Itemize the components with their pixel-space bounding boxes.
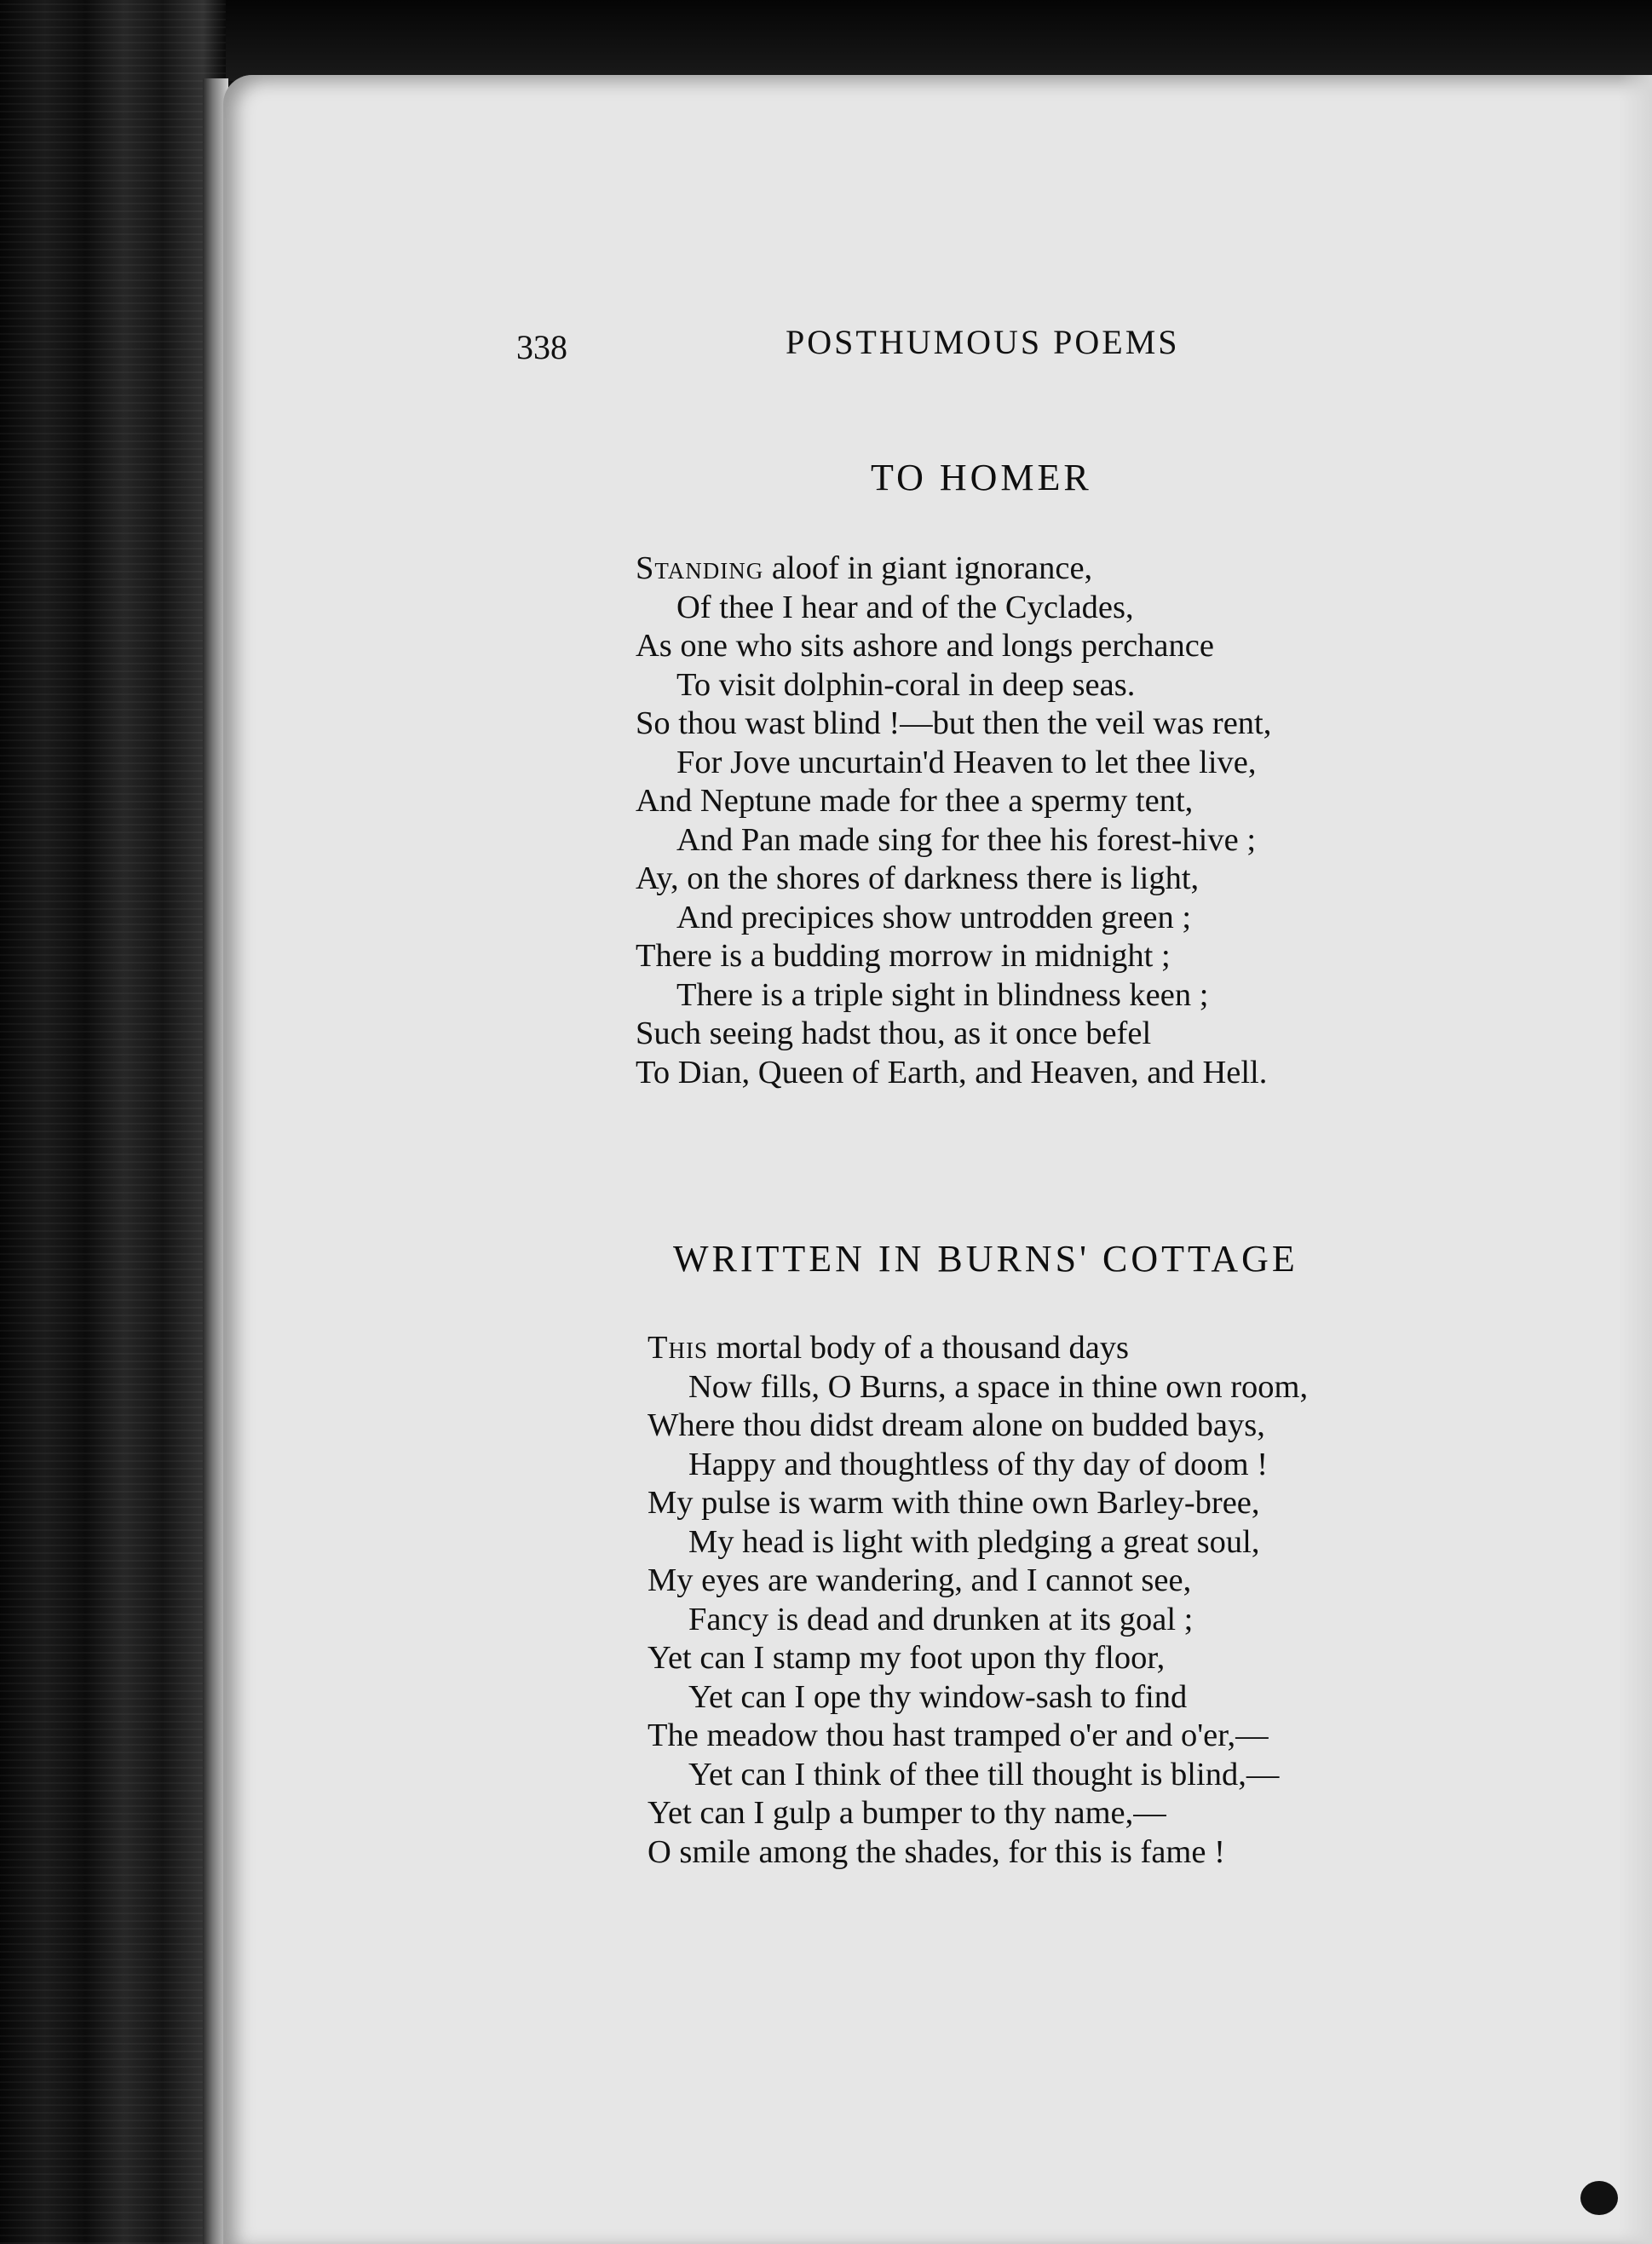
poem-line: [636, 782, 1271, 821]
poem-line-text: Such seeing hadst thou, as it once befel: [636, 1016, 1152, 1051]
poem-line-text: mortal body of a thousand days: [708, 1330, 1130, 1366]
ink-blot-mark: [1580, 2181, 1618, 2215]
poem-line: [636, 937, 1271, 976]
poem-line-text: Yet can I stamp my foot upon thy floor,: [648, 1640, 1166, 1676]
poem-line-text: To visit dolphin-coral in deep seas.: [676, 666, 1136, 703]
poem-line-text: To Dian, Queen of Earth, and Heaven, and Hell.: [636, 1054, 1268, 1090]
poem-title-burns-cottage: WRITTEN IN BURNS' COTTAGE: [673, 1238, 1298, 1280]
poem-line: [648, 1639, 1308, 1678]
poem-line: [648, 1446, 1308, 1485]
poem-line: [636, 666, 1271, 705]
poem-line: [636, 1015, 1271, 1054]
poem-line-text: Yet can I think of thee till thought is blind,—: [688, 1756, 1280, 1792]
poem-line: [648, 1407, 1308, 1446]
poem-line: [648, 1678, 1308, 1718]
poem-line-text: For Jove uncurtain'd Heaven to let thee live,: [676, 744, 1257, 780]
poem-line-text: There is a triple sight in blindness keen ;: [676, 976, 1209, 1013]
poem-line-text: My pulse is warm with thine own Barley-bree,: [648, 1485, 1260, 1521]
poem-line: [648, 1601, 1308, 1640]
page-number: 338: [516, 328, 567, 366]
poem-line: [636, 860, 1271, 899]
poem-line-text: My eyes are wandering, and I cannot see,: [648, 1562, 1192, 1598]
poem-line-text: aloof in giant ignorance,: [763, 550, 1093, 586]
book-spine: [0, 0, 226, 2244]
poem-line-text: My head is light with pledging a great soul,: [688, 1523, 1260, 1560]
poem-line-text: Happy and thoughtless of thy day of doom !: [688, 1446, 1269, 1482]
poem-line: [648, 1562, 1308, 1601]
poem-line: [636, 976, 1271, 1016]
poem-line: [636, 549, 1271, 589]
poem-line: [648, 1794, 1308, 1833]
poem-line: [648, 1833, 1308, 1873]
poem-first-word: This: [648, 1330, 709, 1366]
poem-line: [648, 1756, 1308, 1795]
poem-line: [648, 1484, 1308, 1523]
poem-line-text: And Pan made sing for thee his forest-hive ;: [676, 821, 1257, 858]
poem-line: [636, 899, 1271, 938]
poem-line: [636, 627, 1271, 666]
poem-line: [636, 589, 1271, 628]
poem-first-word: Standing: [636, 550, 764, 586]
poem-line-text: Of thee I hear and of the Cyclades,: [676, 589, 1134, 625]
running-title: POSTHUMOUS POEMS: [786, 323, 1180, 361]
poem-line: [636, 1054, 1271, 1093]
poem-line-text: There is a budding morrow in midnight ;: [636, 938, 1171, 974]
poem-line: [648, 1368, 1308, 1407]
poem-line: [636, 705, 1271, 744]
poem-line: [648, 1523, 1308, 1562]
poem-line-text: Ay, on the shores of darkness there is light,: [636, 860, 1200, 896]
poem-line-text: So thou wast blind !—but then the veil was rent,: [636, 705, 1272, 741]
poem-line-text: Where thou didst dream alone on budded bays,: [648, 1407, 1265, 1443]
poem-title-to-homer: TO HOMER: [871, 457, 1092, 498]
poem-line-text: As one who sits ashore and longs perchance: [636, 628, 1214, 664]
poem-line-text: Yet can I gulp a bumper to thy name,—: [648, 1795, 1166, 1831]
poem-body-to-homer: [636, 549, 1271, 1092]
poem-line: [648, 1329, 1308, 1368]
poem-line-text: The meadow thou hast tramped o'er and o'er,—: [648, 1718, 1269, 1753]
scan-background: [0, 0, 1652, 81]
poem-line-text: Now fills, O Burns, a space in thine own room,: [688, 1368, 1309, 1405]
poem-body-burns-cottage: [648, 1329, 1308, 1872]
poem-line-text: Yet can I ope thy window-sash to find: [688, 1678, 1188, 1715]
poem-line-text: And precipices show untrodden green ;: [676, 899, 1192, 935]
poem-line-text: O smile among the shades, for this is fame !: [648, 1833, 1225, 1870]
poem-line-text: And Neptune made for thee a spermy tent,: [636, 783, 1194, 819]
poem-line-text: Fancy is dead and drunken at its goal ;: [688, 1601, 1194, 1637]
poem-line: [636, 744, 1271, 783]
poem-line: [648, 1717, 1308, 1756]
book-page: [223, 75, 1652, 2244]
poem-line: [636, 821, 1271, 860]
